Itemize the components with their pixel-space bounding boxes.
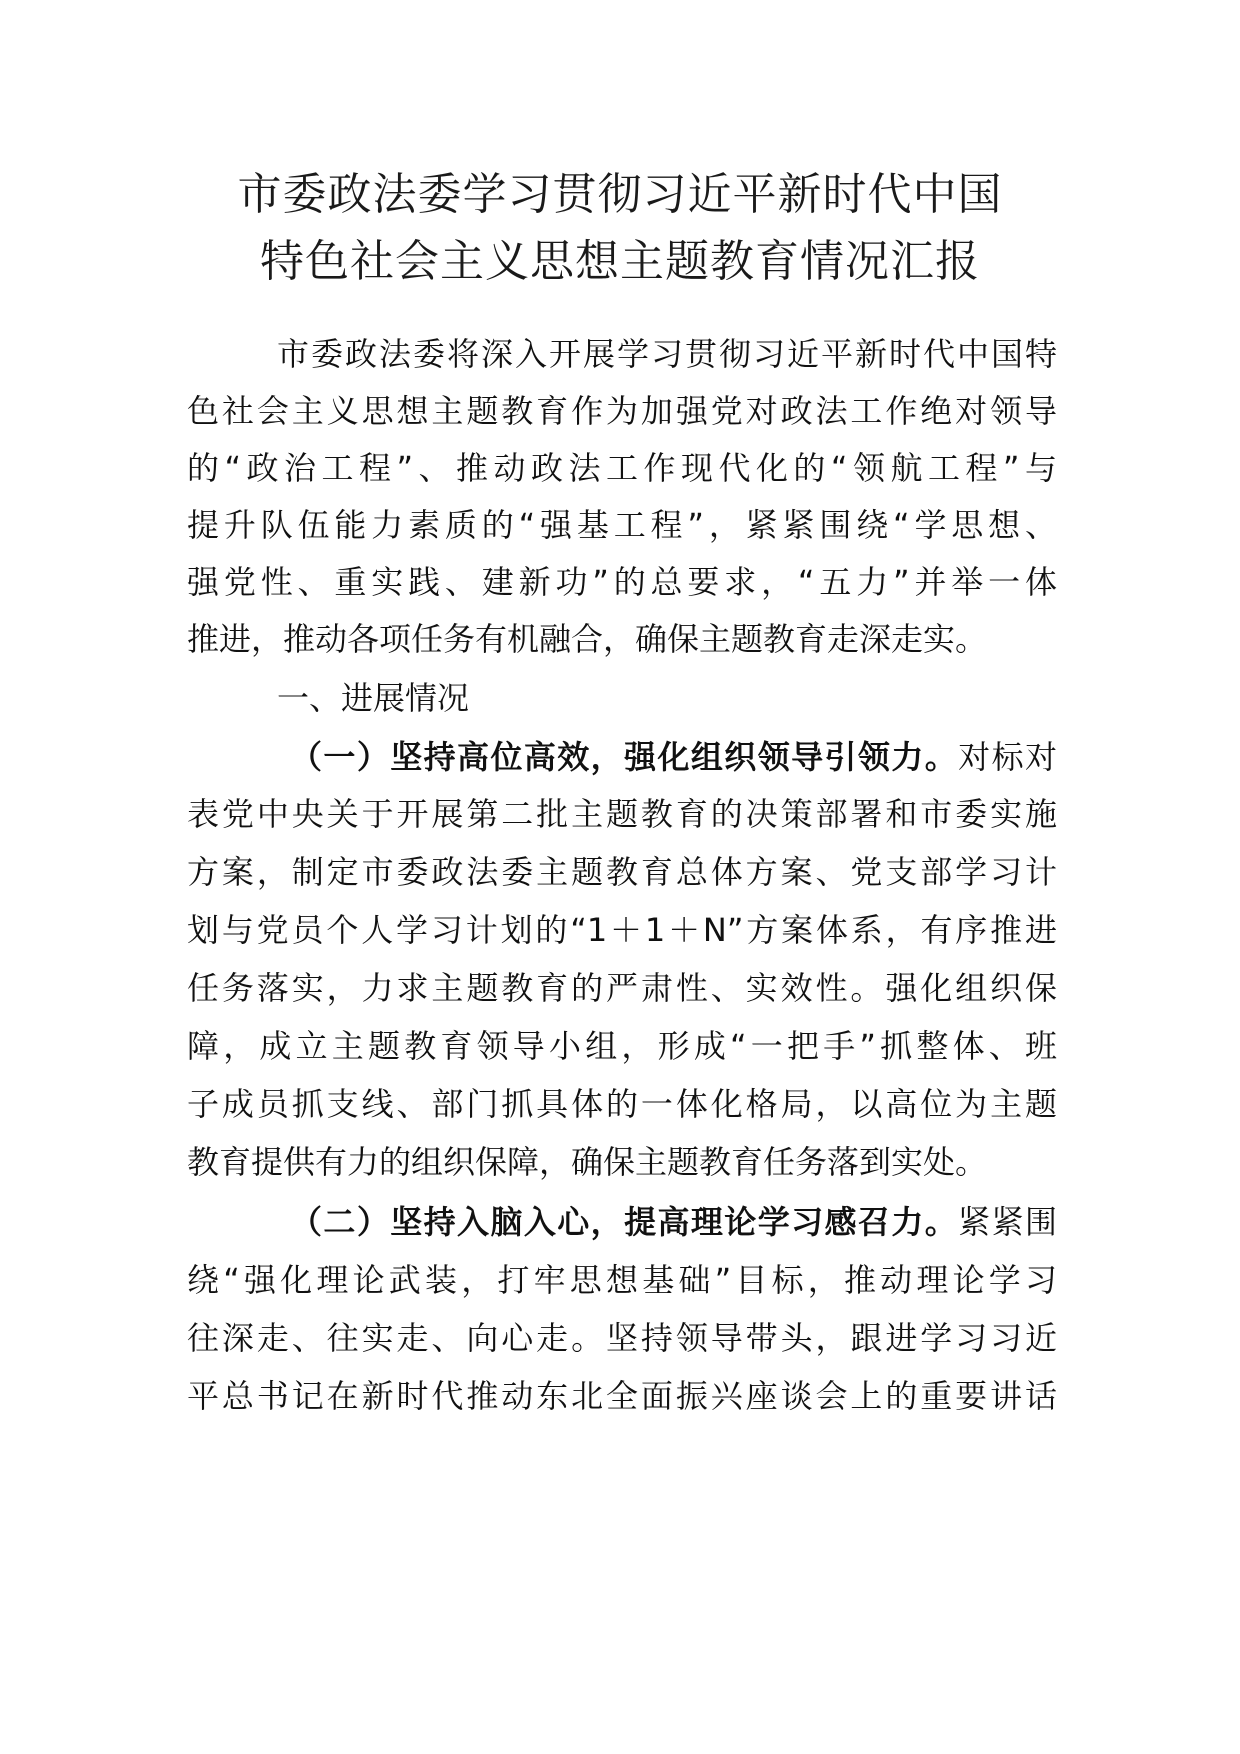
intro-line: 的“政治工程”、推动政法工作现代化的“领航工程”与 bbox=[187, 449, 1057, 487]
subsection-1-first-line bbox=[290, 725, 1057, 789]
subsection-1-line: 划与党员个人学习计划的“1＋1＋N”方案体系，有序推进 bbox=[187, 911, 1057, 949]
subsection-1-line: 方案，制定市委政法委主题教育总体方案、党支部学习计 bbox=[187, 853, 1057, 891]
intro-line: 市委政法委将深入开展学习贯彻习近平新时代中国特 bbox=[277, 335, 1057, 373]
intro-line: 色社会主义思想主题教育作为加强党对政法工作绝对领导 bbox=[187, 392, 1057, 430]
subsection-2-lead: 紧紧围 bbox=[958, 1203, 1057, 1241]
subsection-2-heading: （二）坚持入脑入心，提高理论学习感召力。 bbox=[290, 1203, 959, 1241]
intro-line: 推进，推动各项任务有机融合，确保主题教育走深走实。 bbox=[187, 620, 988, 658]
subsection-1-line: 子成员抓支线、部门抓具体的一体化格局，以高位为主题 bbox=[187, 1085, 1057, 1123]
subsection-2-line: 平总书记在新时代推动东北全面振兴座谈会上的重要讲话 bbox=[187, 1377, 1057, 1415]
subsection-2-first-line bbox=[290, 1190, 1057, 1254]
document-title-line-1: 市委政法委学习贯彻习近平新时代中国 bbox=[237, 169, 1003, 220]
subsection-1-line: 表党中央关于开展第二批主题教育的决策部署和市委实施 bbox=[187, 795, 1057, 833]
subsection-1-lead: 对标对 bbox=[958, 738, 1057, 776]
subsection-2-line: 绕“强化理论武装，打牢思想基础”目标，推动理论学习 bbox=[187, 1261, 1057, 1299]
subsection-1-line: 障，成立主题教育领导小组，形成“一把手”抓整体、班 bbox=[187, 1027, 1057, 1065]
subsection-1-line: 任务落实，力求主题教育的严肃性、实效性。强化组织保 bbox=[187, 969, 1057, 1007]
section-heading: 一、进展情况 bbox=[277, 679, 470, 717]
document-title-line-2: 特色社会主义思想主题教育情况汇报 bbox=[260, 236, 980, 287]
subsection-2-line: 往深走、往实走、向心走。坚持领导带头，跟进学习习近 bbox=[187, 1319, 1057, 1357]
subsection-1-line: 教育提供有力的组织保障，确保主题教育任务落到实处。 bbox=[187, 1143, 988, 1181]
intro-line: 提升队伍能力素质的“强基工程”，紧紧围绕“学思想、 bbox=[187, 506, 1057, 544]
subsection-1-heading: （一）坚持高位高效，强化组织领导引领力。 bbox=[290, 738, 959, 776]
intro-line: 强党性、重实践、建新功”的总要求，“五力”并举一体 bbox=[187, 563, 1057, 601]
